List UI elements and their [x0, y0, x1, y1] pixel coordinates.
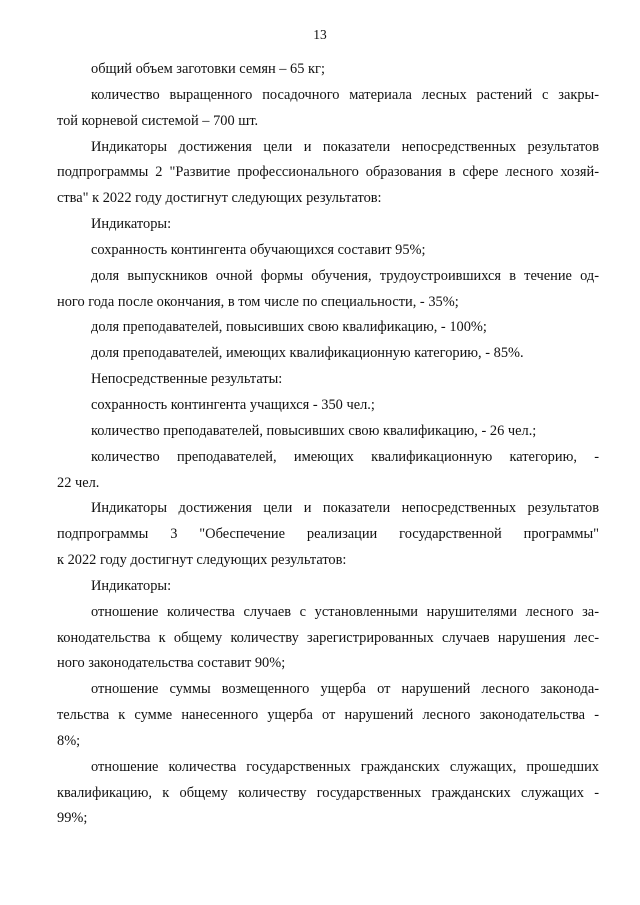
- paragraph-line: к 2022 году достигнут следующих результатов:: [57, 552, 347, 569]
- paragraph-line: Индикаторы:: [91, 577, 172, 594]
- paragraph: [57, 496, 599, 574]
- paragraph-line: количество преподавателей, повысивших свою квалификацию, - 26 чел.;: [91, 422, 537, 439]
- paragraph: [57, 367, 599, 393]
- paragraph-line: Индикаторы достижения цели и показатели непосредственных результатов: [91, 138, 599, 155]
- paragraph-line: Непосредственные результаты:: [91, 371, 283, 388]
- paragraph: [57, 755, 599, 833]
- paragraph: [57, 677, 599, 755]
- paragraph-line: отношение количества случаев с установленными нарушителями лесного за-: [91, 603, 599, 620]
- paragraph: [57, 574, 599, 600]
- paragraph-line: тельства к сумме нанесенного ущерба от нарушений лесного законодательства -: [57, 707, 599, 724]
- paragraph-line: квалификацию, к общему количеству государственных гражданских служащих -: [57, 784, 599, 801]
- paragraph: [57, 315, 599, 341]
- paragraph-line: количество выращенного посадочного материала лесных растений с закры-: [91, 86, 599, 103]
- paragraph: [57, 264, 599, 316]
- paragraph-line: 8%;: [57, 732, 81, 749]
- paragraph-line: сохранность контингента обучающихся составит 95%;: [91, 241, 426, 258]
- paragraph-line: 99%;: [57, 810, 88, 827]
- paragraph-line: доля выпускников очной формы обучения, трудоустроившихся в течение од-: [91, 267, 599, 284]
- paragraph: [57, 341, 599, 367]
- paragraph-line: Индикаторы достижения цели и показатели непосредственных результатов: [91, 500, 599, 517]
- paragraph-line: сохранность контингента учащихся - 350 чел.;: [91, 396, 375, 413]
- paragraph-line: 22 чел.: [57, 474, 100, 491]
- paragraph: [57, 83, 599, 135]
- paragraph-line: конодательства к общему количеству зарегистрированных случаев нарушения лес-: [57, 629, 599, 646]
- document-body: [57, 57, 599, 832]
- paragraph: [57, 57, 599, 83]
- paragraph: [57, 419, 599, 445]
- paragraph-line: количество преподавателей, имеющих квалификационную категорию, -: [91, 448, 599, 465]
- paragraph-line: ства" к 2022 году достигнут следующих результатов:: [57, 190, 382, 207]
- paragraph-line: ного года после окончания, в том числе по специальности, - 35%;: [57, 293, 459, 310]
- page-number: 13: [313, 27, 327, 42]
- paragraph: [57, 393, 599, 419]
- paragraph-line: отношение количества государственных гражданских служащих, прошедших: [91, 758, 599, 775]
- paragraph-line: доля преподавателей, повысивших свою квалификацию, - 100%;: [91, 319, 487, 336]
- paragraph-line: подпрограммы 3 "Обеспечение реализации государственной программы": [57, 526, 599, 543]
- paragraph-line: подпрограммы 2 "Развитие профессионального образования в сфере лесного хозяй-: [57, 164, 599, 181]
- paragraph-line: ного законодательства составит 90%;: [57, 655, 286, 672]
- paragraph: [57, 212, 599, 238]
- paragraph: [57, 238, 599, 264]
- paragraph: [57, 600, 599, 678]
- paragraph-line: отношение суммы возмещенного ущерба от нарушений лесного законода-: [91, 681, 599, 698]
- paragraph-line: той корневой системой – 700 шт.: [57, 112, 259, 129]
- paragraph-line: общий объем заготовки семян – 65 кг;: [91, 61, 325, 77]
- paragraph: [57, 135, 599, 213]
- paragraph-line: доля преподавателей, имеющих квалификационную категорию, - 85%.: [91, 345, 524, 362]
- paragraph: [57, 445, 599, 497]
- paragraph-line: Индикаторы:: [91, 216, 172, 233]
